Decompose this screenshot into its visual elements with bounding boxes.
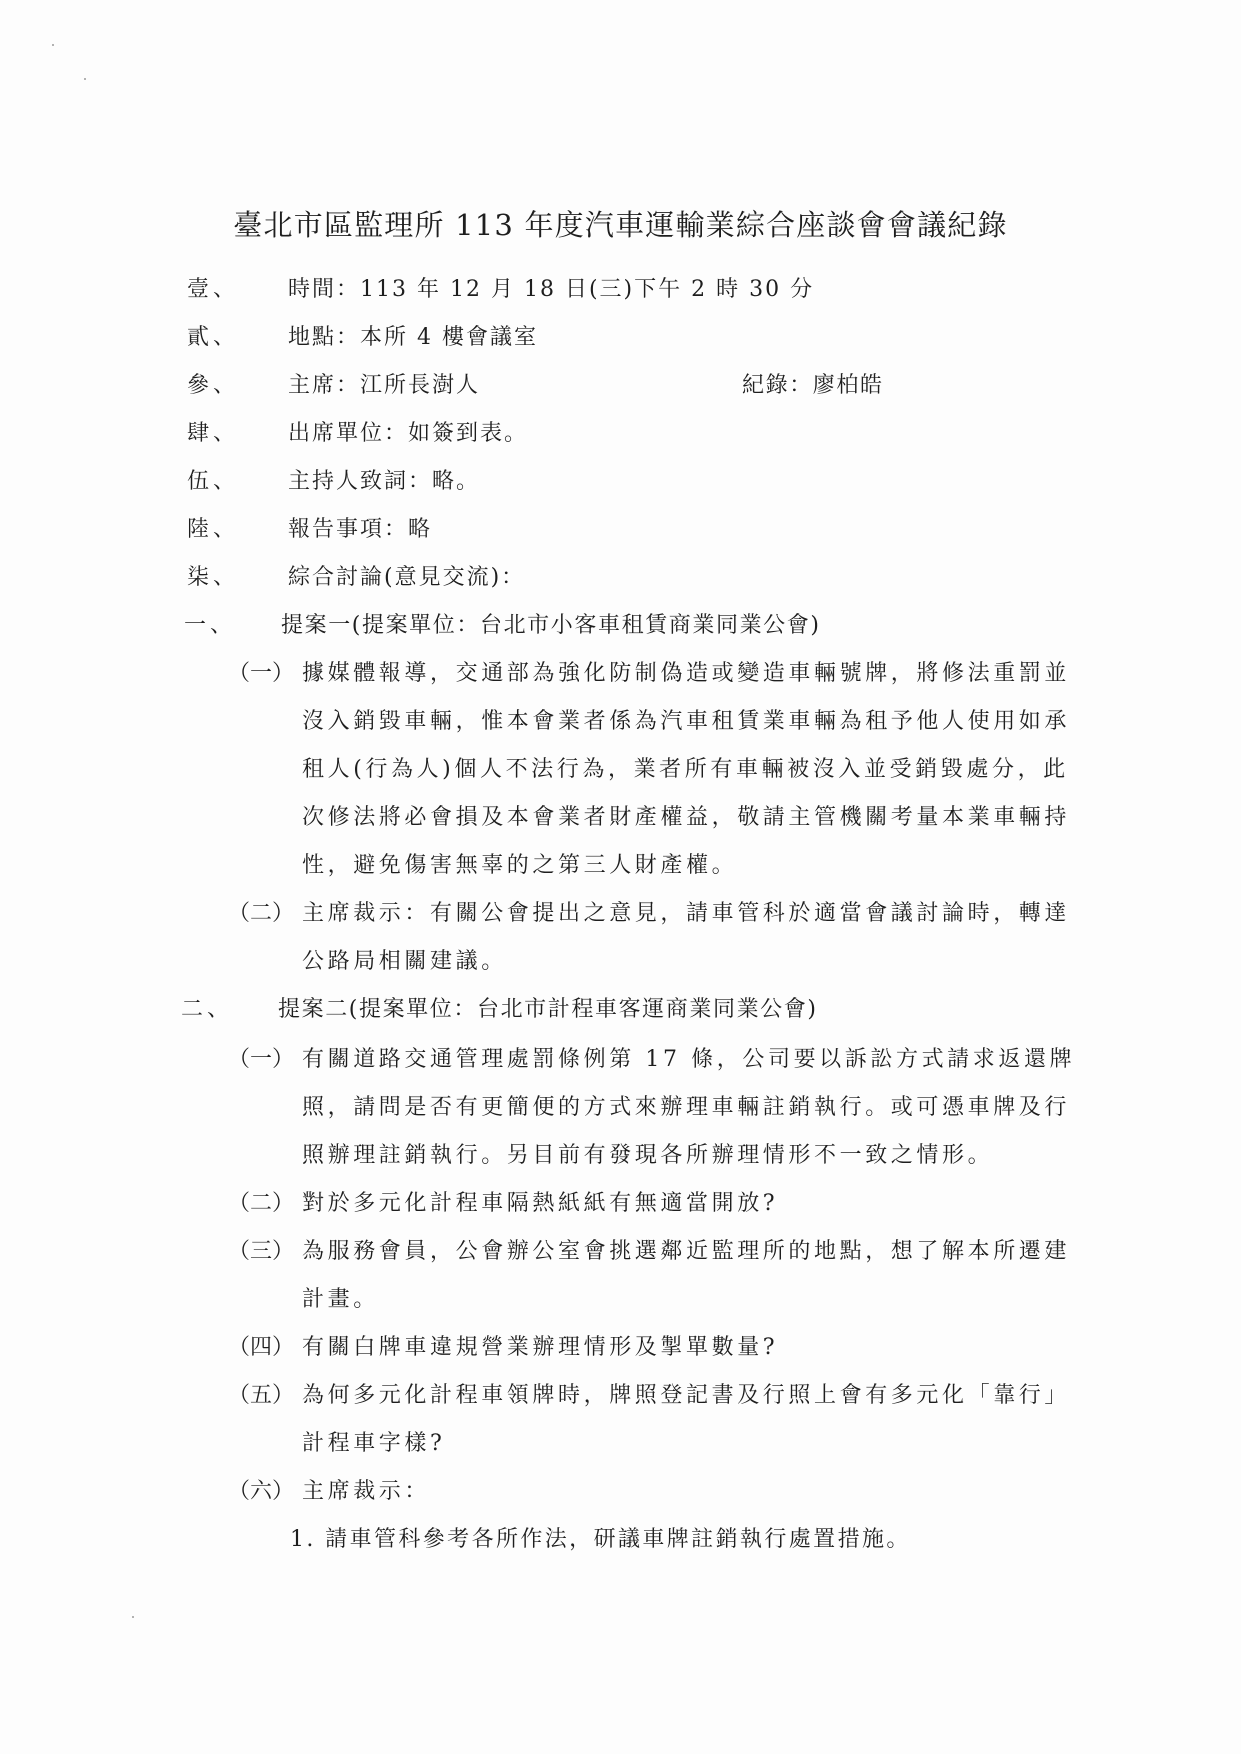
section-host-remarks: 主持人致詞：略。 [288, 469, 481, 494]
point-line: 沒入銷毀車輛，惟本會業者係為汽車租賃業車輛為租予他人使用如承 [302, 709, 1071, 734]
point-number: （一） [228, 661, 295, 686]
point-number: （三） [228, 1239, 295, 1264]
section-location: 地點：本所 4 樓會議室 [288, 325, 538, 350]
point-number: （二） [228, 1191, 295, 1216]
point-line: 為何多元化計程車領牌時，牌照登記書及行照上會有多元化「靠行」 [302, 1383, 1071, 1408]
point-number: （二） [228, 901, 295, 926]
ruling-item: 1. 請車管科參考各所作法，研議車牌註銷執行處置措施。 [290, 1527, 911, 1552]
point-line: 有關白牌車違規營業辦理情形及掣單數量? [302, 1335, 779, 1360]
recorder: 紀錄：廖柏皓 [742, 373, 884, 398]
document-title: 臺北市區監理所 113 年度汽車運輸業綜合座談會會議紀錄 [233, 208, 1008, 242]
section-number: 陸、 [187, 517, 240, 542]
proposal-number: 一、 [184, 613, 237, 638]
section-number: 參、 [187, 373, 240, 398]
proposal-title: 提案一(提案單位：台北市小客車租賃商業同業公會) [281, 613, 821, 638]
section-number: 柒、 [187, 565, 240, 590]
proposal-title: 提案二(提案單位：台北市計程車客運商業同業公會) [278, 997, 818, 1022]
point-line: 照辦理註銷執行。另目前有發現各所辦理情形不一致之情形。 [302, 1143, 994, 1168]
section-reports: 報告事項：略 [288, 517, 433, 542]
point-line: 性，避免傷害無辜的之第三人財產權。 [302, 853, 738, 878]
proposal-number: 二、 [181, 997, 234, 1022]
point-number: （四） [228, 1335, 295, 1360]
scan-speck [84, 78, 86, 80]
point-line: 公路局相關建議。 [302, 949, 507, 974]
point-line: 為服務會員，公會辦公室會挑選鄰近監理所的地點，想了解本所遷建 [302, 1239, 1071, 1264]
point-number: （六） [228, 1479, 295, 1504]
point-line: 照，請問是否有更簡便的方式來辦理車輛註銷執行。或可憑車牌及行 [302, 1095, 1071, 1120]
section-number: 肆、 [187, 421, 240, 446]
section-number: 壹、 [187, 277, 240, 302]
point-line: 計畫。 [302, 1287, 379, 1312]
point-line: 次修法將必會損及本會業者財產權益，敬請主管機關考量本業車輛持 [302, 805, 1071, 830]
section-number: 貳、 [187, 325, 240, 350]
point-number: （五） [228, 1383, 295, 1408]
section-number: 伍、 [187, 469, 240, 494]
section-time: 時間：113 年 12 月 18 日(三)下午 2 時 30 分 [288, 277, 815, 302]
point-line: 租人(行為人)個人不法行為，業者所有車輛被沒入並受銷毀處分，此 [302, 757, 1069, 782]
section-discussion: 綜合討論(意見交流)： [288, 565, 526, 590]
point-line: 對於多元化計程車隔熱紙紙有無適當開放? [302, 1191, 779, 1216]
point-line: 計程車字樣? [302, 1431, 446, 1456]
point-line: 主席裁示：有關公會提出之意見，請車管科於適當會議討論時，轉達 [302, 901, 1071, 926]
point-number: （一） [228, 1047, 295, 1072]
scan-speck [132, 1616, 134, 1618]
section-attendees: 出席單位：如簽到表。 [288, 421, 529, 446]
scan-speck [52, 44, 54, 46]
point-line: 主席裁示： [302, 1479, 431, 1504]
section-chair: 主席：江所長澍人 [288, 373, 481, 398]
point-line: 據媒體報導，交通部為強化防制偽造或變造車輛號牌，將修法重罰並 [302, 661, 1071, 686]
point-line: 有關道路交通管理處罰條例第 17 條，公司要以訴訟方式請求返還牌 [302, 1047, 1076, 1072]
